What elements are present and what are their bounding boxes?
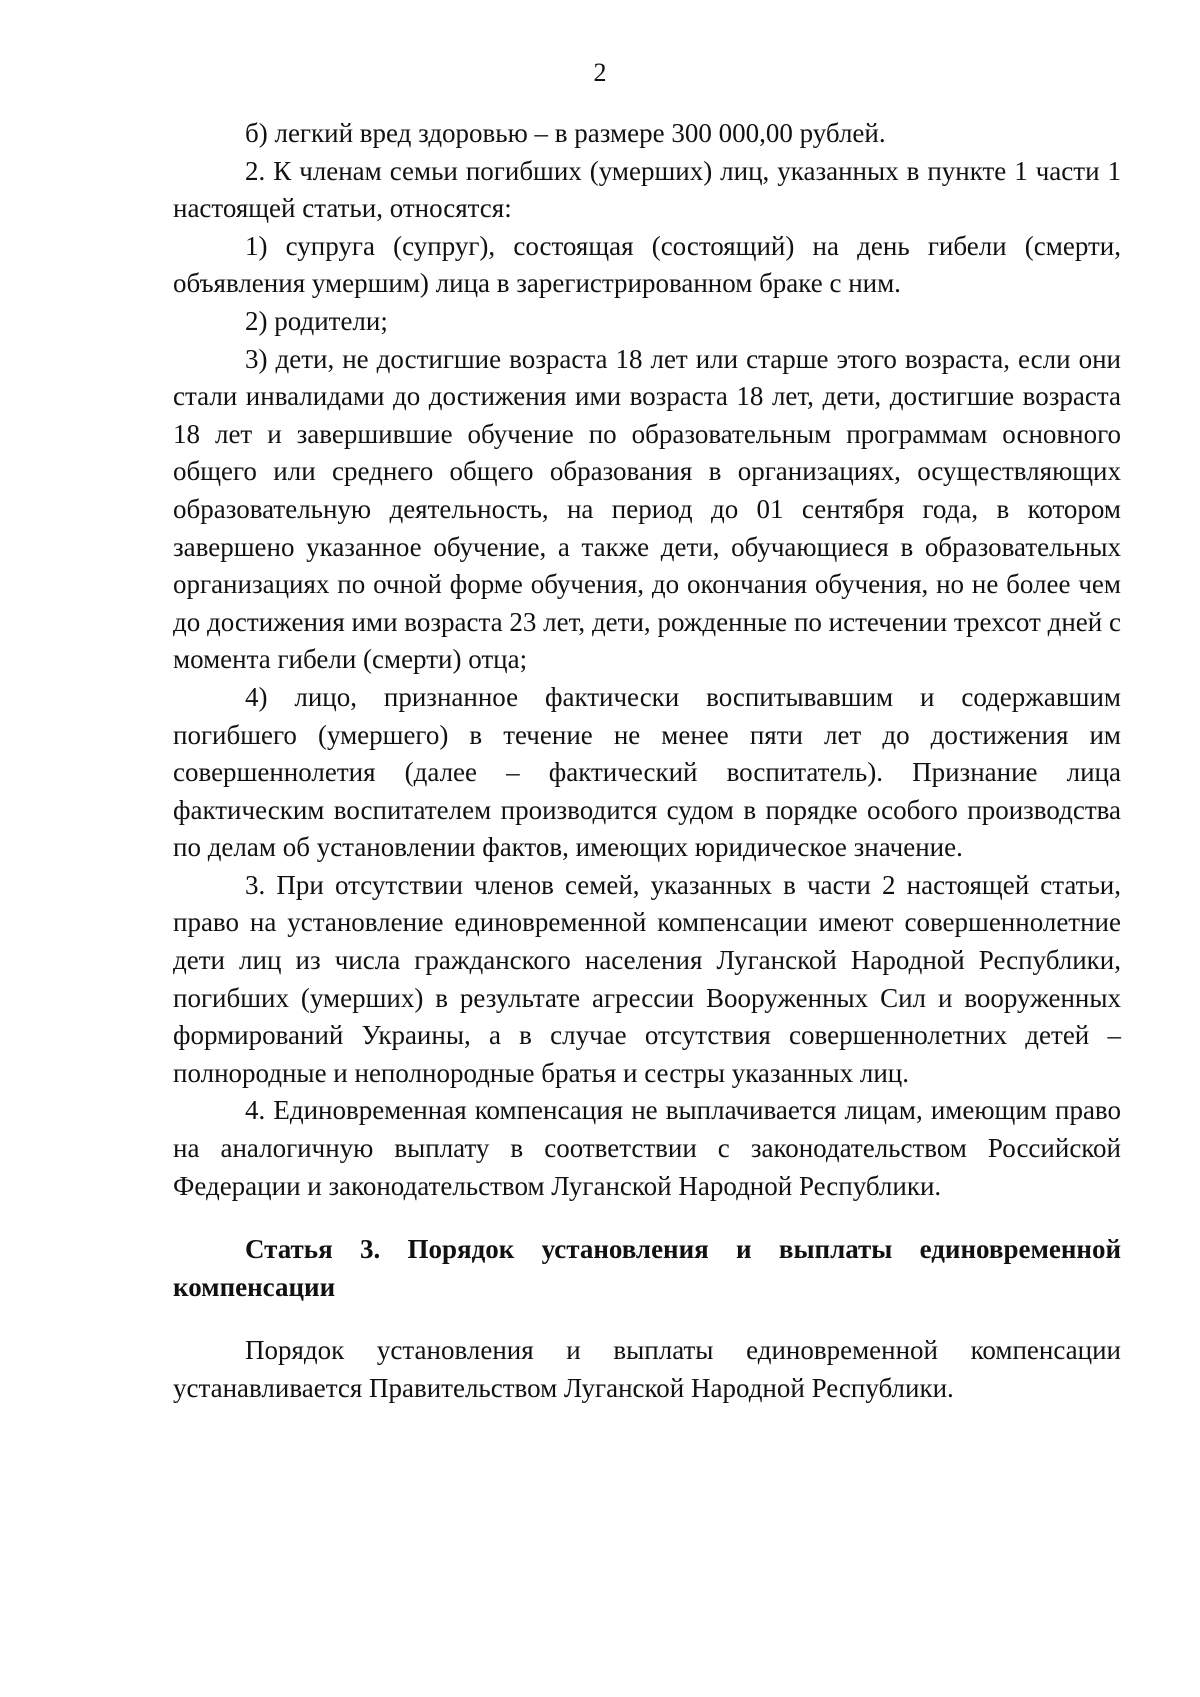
article-3-text: Порядок установления и выплаты единовременной компенсации устанавливается Правительством Луганской Народной Республики. <box>173 1335 1121 1403</box>
paragraph-part2-item1: 1) супруга (супруг), состоящая (состоящий) на день гибели (смерти, объявления умершим) лица в зарегистрированном браке с ним. <box>173 230 1121 299</box>
paragraph-part2-item4: 4) лицо, признанное фактически воспитывавшим и содержавшим погибшего (умершего) в течение не менее пяти лет до достижения им совершеннолетия (далее – фактический воспитатель). Признание лица фактическим воспитателем производится судом в порядке особого производства по делам об установлении фактов, имеющих юридическое значение. <box>173 681 1121 863</box>
document-body <box>173 115 1121 1408</box>
paragraph-part2: 2. К членам семьи погибших (умерших) лиц, указанных в пункте 1 части 1 настоящей статьи, относятся: <box>173 155 1121 224</box>
paragraph-part3: 3. При отсутствии членов семей, указанных в части 2 настоящей статьи, право на установление единовременной компенсации имеют совершеннолетние дети лиц из числа гражданского населения Луганской Народной Республики, погибших (умерших) в результате агрессии Вооруженных Сил и вооруженных формирований Украины, а в случае отсутствия совершеннолетних детей – полнородные и неполнородные братья и сестры указанных лиц. <box>173 869 1121 1088</box>
paragraph-part2-item2: 2) родители; <box>245 305 388 336</box>
paragraph-part2-item3: 3) дети, не достигшие возраста 18 лет или старше этого возраста, если они стали инвалидами до достижения ими возраста 18 лет, дети, достигшие возраста 18 лет и завершившие обучение по образовательным программам основного общего или среднего общего образования в организациях, осуществляющих образовательную деятельность, на период до 01 сентября года, в котором завершено указанное обучение, а также дети, обучающиеся в образовательных организациях по очной форме обучения, до окончания обучения, но не более чем до достижения ими возраста 23 лет, дети, рожденные по истечении трехсот дней с момента гибели (смерти) отца; <box>173 343 1121 675</box>
page-number: 2 <box>593 58 607 87</box>
article-3-heading: Статья 3. Порядок установления и выплаты единовременной компенсации <box>173 1234 1121 1302</box>
paragraph-1b: б) легкий вред здоровью – в размере 300 000,00 рублей. <box>245 118 886 148</box>
paragraph-part4: 4. Единовременная компенсация не выплачивается лицам, имеющим право на аналогичную выплату в соответствии с законодательством Российской Федерации и законодательством Луганской Народной Республики. <box>173 1095 1121 1201</box>
